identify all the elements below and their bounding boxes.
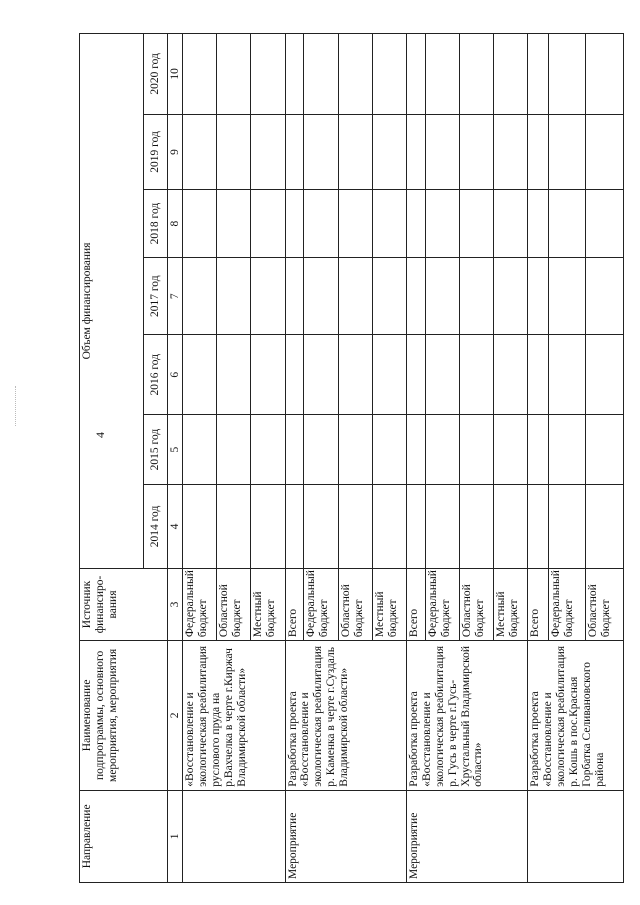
value-cell	[183, 190, 217, 258]
value-cell	[528, 190, 549, 258]
value-cell	[338, 114, 372, 189]
value-cell	[407, 485, 426, 569]
direction-cell: Мероприятие	[407, 790, 528, 882]
value-cell	[407, 34, 426, 115]
value-cell	[549, 190, 586, 258]
value-cell	[251, 114, 285, 189]
value-cell	[251, 190, 285, 258]
header-direction: Направление	[80, 790, 168, 882]
value-cell	[586, 415, 624, 485]
header-year-2020: 2020 год	[144, 34, 168, 115]
value-cell	[549, 34, 586, 115]
value-cell	[304, 415, 338, 485]
value-cell	[425, 34, 459, 115]
value-cell	[494, 190, 528, 258]
value-cell	[183, 335, 217, 415]
column-number: 1	[168, 790, 183, 882]
value-cell	[338, 335, 372, 415]
table-row	[407, 34, 426, 883]
value-cell	[251, 485, 285, 569]
value-cell	[549, 485, 586, 569]
column-number: 4	[168, 485, 183, 569]
value-cell	[304, 258, 338, 335]
value-cell	[586, 335, 624, 415]
event-name-cell: «Восстановление и экологическая реабилитация руслового пруда на р.Вахчелка в черте г.Киржач Владимирской области»	[183, 641, 286, 791]
source-cell: Всего	[285, 568, 304, 640]
value-cell	[217, 485, 251, 569]
value-cell	[494, 34, 528, 115]
value-cell	[338, 34, 372, 115]
value-cell	[183, 34, 217, 115]
value-cell	[338, 258, 372, 335]
value-cell	[586, 485, 624, 569]
event-name-cell: Разработка проекта «Восстановление и экологическая реабилитация р. Каменка в черте г.Суздаль Владимирской области»	[285, 641, 406, 791]
column-number: 8	[168, 190, 183, 258]
value-cell	[183, 485, 217, 569]
value-cell	[460, 485, 494, 569]
column-number: 5	[168, 415, 183, 485]
header-year-2016: 2016 год	[144, 335, 168, 415]
value-cell	[494, 335, 528, 415]
value-cell	[217, 335, 251, 415]
value-cell	[460, 415, 494, 485]
value-cell	[372, 114, 406, 189]
header-volume: Объем финансирования	[80, 34, 144, 569]
source-cell: Областной бюджет	[586, 568, 624, 640]
value-cell	[425, 335, 459, 415]
value-cell	[217, 258, 251, 335]
page-number: 4	[93, 432, 107, 438]
value-cell	[285, 258, 304, 335]
column-number-row	[168, 34, 183, 883]
value-cell	[549, 415, 586, 485]
source-cell: Областной бюджет	[217, 568, 251, 640]
value-cell	[372, 335, 406, 415]
column-number: 2	[168, 641, 183, 791]
value-cell	[304, 335, 338, 415]
value-cell	[494, 415, 528, 485]
source-cell: Федеральный бюджет	[183, 568, 217, 640]
table-row	[528, 34, 549, 883]
value-cell	[528, 485, 549, 569]
value-cell	[460, 34, 494, 115]
value-cell	[251, 415, 285, 485]
source-cell: Местный бюджет	[494, 568, 528, 640]
value-cell	[460, 335, 494, 415]
value-cell	[586, 114, 624, 189]
value-cell	[549, 258, 586, 335]
value-cell	[304, 114, 338, 189]
scan-artifact	[15, 386, 18, 426]
source-cell: Областной бюджет	[338, 568, 372, 640]
value-cell	[528, 335, 549, 415]
value-cell	[372, 415, 406, 485]
source-cell: Федеральный бюджет	[425, 568, 459, 640]
value-cell	[251, 34, 285, 115]
value-cell	[285, 485, 304, 569]
value-cell	[407, 258, 426, 335]
value-cell	[586, 190, 624, 258]
value-cell	[183, 415, 217, 485]
value-cell	[460, 258, 494, 335]
value-cell	[494, 485, 528, 569]
value-cell	[217, 34, 251, 115]
value-cell	[586, 258, 624, 335]
column-number: 3	[168, 568, 183, 640]
column-number: 7	[168, 258, 183, 335]
value-cell	[372, 190, 406, 258]
value-cell	[304, 34, 338, 115]
value-cell	[285, 335, 304, 415]
value-cell	[425, 415, 459, 485]
value-cell	[372, 34, 406, 115]
header-year-2014: 2014 год	[144, 485, 168, 569]
event-name-cell: Разработка проекта «Восстановление и экологическая реабилитация р. Гусь в черте г.Гусь-Хрустальный Владимирской области»	[407, 641, 528, 791]
source-cell: Всего	[407, 568, 426, 640]
value-cell	[285, 415, 304, 485]
value-cell	[251, 335, 285, 415]
value-cell	[285, 114, 304, 189]
value-cell	[528, 415, 549, 485]
value-cell	[183, 114, 217, 189]
column-number: 6	[168, 335, 183, 415]
value-cell	[338, 190, 372, 258]
value-cell	[460, 190, 494, 258]
value-cell	[586, 34, 624, 115]
source-cell: Местный бюджет	[372, 568, 406, 640]
value-cell	[217, 415, 251, 485]
direction-cell	[183, 790, 286, 882]
column-number: 10	[168, 34, 183, 115]
financing-table	[79, 33, 624, 883]
value-cell	[407, 415, 426, 485]
value-cell	[217, 190, 251, 258]
source-cell: Местный бюджет	[251, 568, 285, 640]
value-cell	[338, 415, 372, 485]
source-cell: Федеральный бюджет	[304, 568, 338, 640]
table-row	[183, 34, 217, 883]
value-cell	[528, 258, 549, 335]
value-cell	[494, 258, 528, 335]
value-cell	[183, 258, 217, 335]
header-year-2018: 2018 год	[144, 190, 168, 258]
direction-cell	[528, 790, 624, 882]
value-cell	[425, 485, 459, 569]
value-cell	[285, 34, 304, 115]
rotated-page-content	[79, 33, 624, 883]
value-cell	[372, 258, 406, 335]
value-cell	[407, 335, 426, 415]
value-cell	[251, 258, 285, 335]
source-cell: Всего	[528, 568, 549, 640]
value-cell	[304, 190, 338, 258]
source-cell: Федеральный бюджет	[549, 568, 586, 640]
header-name: Наименование подпрограммы, основного мероприятия, мероприятия	[80, 641, 168, 791]
value-cell	[407, 114, 426, 189]
header-year-2017: 2017 год	[144, 258, 168, 335]
event-name-cell: Разработка проекта «Восстановление и экологическая реабилитация р. Кошь в пос.Красная Горбатка Селивановского района	[528, 641, 624, 791]
header-row	[80, 34, 144, 883]
value-cell	[528, 114, 549, 189]
value-cell	[407, 190, 426, 258]
value-cell	[304, 485, 338, 569]
direction-cell: Мероприятие	[285, 790, 406, 882]
value-cell	[425, 258, 459, 335]
header-source: Источник финансиро-вания	[80, 568, 168, 640]
value-cell	[425, 190, 459, 258]
value-cell	[460, 114, 494, 189]
header-year-2019: 2019 год	[144, 114, 168, 189]
table-row	[285, 34, 304, 883]
value-cell	[338, 485, 372, 569]
value-cell	[217, 114, 251, 189]
value-cell	[494, 114, 528, 189]
source-cell: Областной бюджет	[460, 568, 494, 640]
value-cell	[285, 190, 304, 258]
value-cell	[549, 114, 586, 189]
header-year-2015: 2015 год	[144, 415, 168, 485]
value-cell	[528, 34, 549, 115]
value-cell	[425, 114, 459, 189]
column-number: 9	[168, 114, 183, 189]
value-cell	[549, 335, 586, 415]
value-cell	[372, 485, 406, 569]
